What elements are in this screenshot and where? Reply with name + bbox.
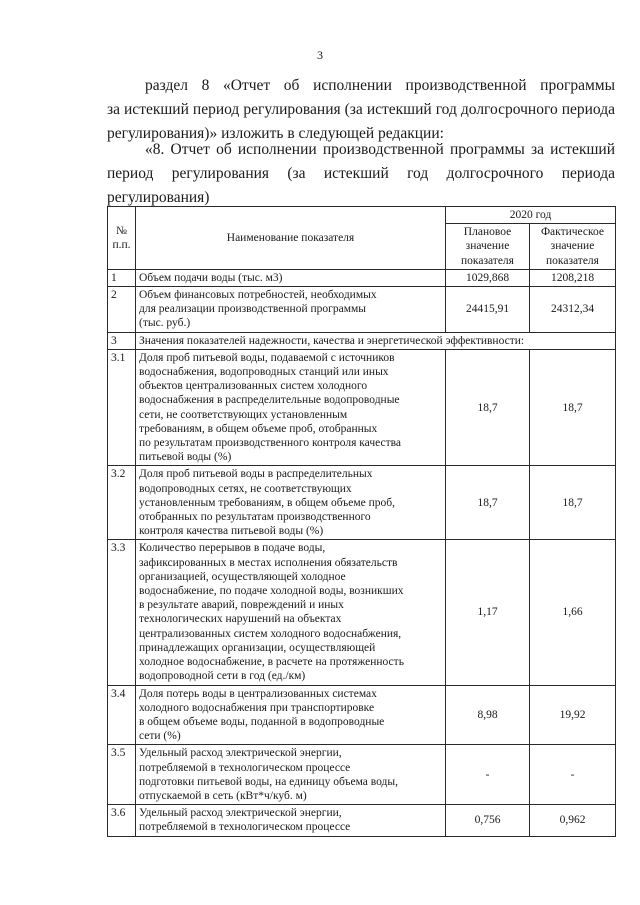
row-fact-value: 24312,34 [530, 287, 616, 333]
indicator-name-line: водоснабжения, водопроводных станций или иных [139, 366, 389, 379]
indicator-name-line: Доля потерь воды в централизованных системах [139, 687, 377, 700]
table-header-row [108, 207, 616, 224]
indicator-name-line: по результатам производственного контроля качества [139, 437, 402, 450]
row-fact-value: 18,7 [530, 466, 616, 540]
indicator-name-line: водопроводной сети в год (ед./км) [139, 670, 306, 683]
header-plan: Плановое значение показателя [446, 224, 530, 270]
row-number: 3.4 [108, 685, 136, 745]
indicator-name-line: Объем финансовых потребностей, необходимых [139, 289, 377, 302]
row-plan-value: 0,756 [446, 805, 530, 836]
section-title-line: регулирования) [107, 189, 210, 206]
indicator-name-line: питьевой воды (%) [139, 451, 232, 464]
page-number: 3 [317, 48, 323, 62]
row-indicator-name [136, 540, 446, 685]
section-title-line: период регулирования (за истекший год долгосрочного периода [107, 165, 615, 182]
row-number: 3.1 [108, 349, 136, 466]
row-indicator-name [136, 685, 446, 745]
indicator-name-line: Удельный расход электрической энергии, [139, 807, 342, 820]
indicator-name-line: Количество перерывов в подаче воды, [139, 542, 326, 555]
indicator-name-line: контроля качества питьевой воды (%) [139, 525, 324, 538]
header-num: № п.п. [108, 207, 136, 270]
indicator-name-line: потребляемой в технологическом процессе [139, 821, 351, 834]
table-row [108, 332, 616, 349]
indicator-name-line: водопроводных сетях, не соответствующих [139, 482, 352, 495]
row-indicator-name [136, 349, 446, 466]
row-number: 3.2 [108, 466, 136, 540]
table-row [108, 540, 616, 685]
row-fact-value: 1208,218 [530, 269, 616, 286]
row-number: 3 [108, 332, 136, 349]
section-title-line: «8. Отчет об исполнении производственной программы за истекший [145, 141, 615, 158]
row-number: 2 [108, 287, 136, 333]
indicator-name-line: холодного водоснабжения при транспортировке [139, 701, 375, 714]
header-fact: Фактическое значение показателя [530, 224, 616, 270]
row-number: 3.5 [108, 745, 136, 805]
row-fact-value: 18,7 [530, 349, 616, 466]
indicator-name-line: принадлежащих организации, осуществляющей [139, 641, 376, 654]
indicator-name-line: требованиям, в общем объеме проб, отобранных [139, 422, 378, 435]
indicator-name-line: Значения показателей надежности, качества и энергетической эффективности: [139, 334, 525, 347]
row-fact-value: 19,92 [530, 685, 616, 745]
row-plan-value: - [446, 745, 530, 805]
row-number: 3.3 [108, 540, 136, 685]
header-name: Наименование показателя [136, 207, 446, 270]
table-row [108, 349, 616, 466]
table-row [108, 287, 616, 333]
indicator-name-line: отобранных по результатам производственного [139, 511, 371, 524]
indicator-name-line: отпускаемой в сеть (кВт*ч/куб. м) [139, 789, 307, 802]
indicator-name-line: для реализации производственной программы [139, 303, 366, 316]
table-row [108, 805, 616, 836]
indicator-name-line: установленным требованиям, в общем объеме проб, [139, 496, 395, 509]
indicator-name-line: Удельный расход электрической энергии, [139, 747, 342, 760]
row-fact-value: 1,66 [530, 540, 616, 685]
indicator-name-line: в общем объеме воды, поданной в водопроводные [139, 715, 385, 728]
indicator-name-line: зафиксированных в местах исполнения обязательств [139, 556, 398, 569]
row-plan-value: 1029,868 [446, 269, 530, 286]
row-number: 1 [108, 269, 136, 286]
row-indicator-name [136, 745, 446, 805]
indicator-name-line: водоснабжения в распределительные водопроводные [139, 394, 400, 407]
table-row [108, 269, 616, 286]
row-fact-value: 0,962 [530, 805, 616, 836]
report-table [107, 206, 616, 837]
table-row [108, 466, 616, 540]
section-title [107, 138, 615, 210]
row-indicator-name [136, 287, 446, 333]
indicator-name-line: Доля проб питьевой воды в распределительных [139, 468, 373, 481]
indicator-name-line: организацией, осуществляющей холодное [139, 570, 346, 583]
indicator-name-line: подготовки питьевой воды, на единицу объема воды, [139, 775, 398, 788]
indicator-name-line: Объем подачи воды (тыс. м3) [139, 271, 283, 284]
row-indicator-name [136, 332, 616, 349]
indicator-name-line: (тыс. руб.) [139, 317, 191, 330]
row-plan-value: 24415,91 [446, 287, 530, 333]
intro-line: за истекший период регулирования (за истекший год долгосрочного периода [107, 101, 615, 118]
indicator-name-line: объектов централизованных систем холодного [139, 380, 368, 393]
intro-paragraph [107, 74, 615, 146]
indicator-name-line: технологических нарушений на объектах [139, 613, 342, 626]
indicator-name-line: холодное водоснабжение, в расчете на протяженность [139, 656, 404, 669]
row-indicator-name [136, 805, 446, 836]
table-row [108, 685, 616, 745]
header-year: 2020 год [446, 207, 616, 224]
row-plan-value: 1,17 [446, 540, 530, 685]
row-plan-value: 8,98 [446, 685, 530, 745]
intro-line: раздел 8 «Отчет об исполнении производственной программы [145, 77, 615, 94]
indicator-name-line: потребляемой в технологическом процессе [139, 761, 351, 774]
indicator-name-line: Доля проб питьевой воды, подаваемой с источников [139, 351, 395, 364]
indicator-name-line: водоснабжение, по подаче холодной воды, возникших [139, 585, 404, 598]
indicator-name-line: централизованных систем холодного водоснабжения, [139, 627, 402, 640]
indicator-name-line: сети (%) [139, 730, 181, 743]
row-number: 3.6 [108, 805, 136, 836]
indicator-name-line: в результате аварий, повреждений и иных [139, 599, 344, 612]
row-fact-value: - [530, 745, 616, 805]
row-plan-value: 18,7 [446, 349, 530, 466]
row-plan-value: 18,7 [446, 466, 530, 540]
intro-line: регулирования)» изложить в следующей редакции: [107, 125, 444, 142]
row-indicator-name [136, 466, 446, 540]
table-body [108, 269, 616, 836]
row-indicator-name [136, 269, 446, 286]
table-row [108, 745, 616, 805]
indicator-name-line: сети, не соответствующих установленным [139, 408, 348, 421]
